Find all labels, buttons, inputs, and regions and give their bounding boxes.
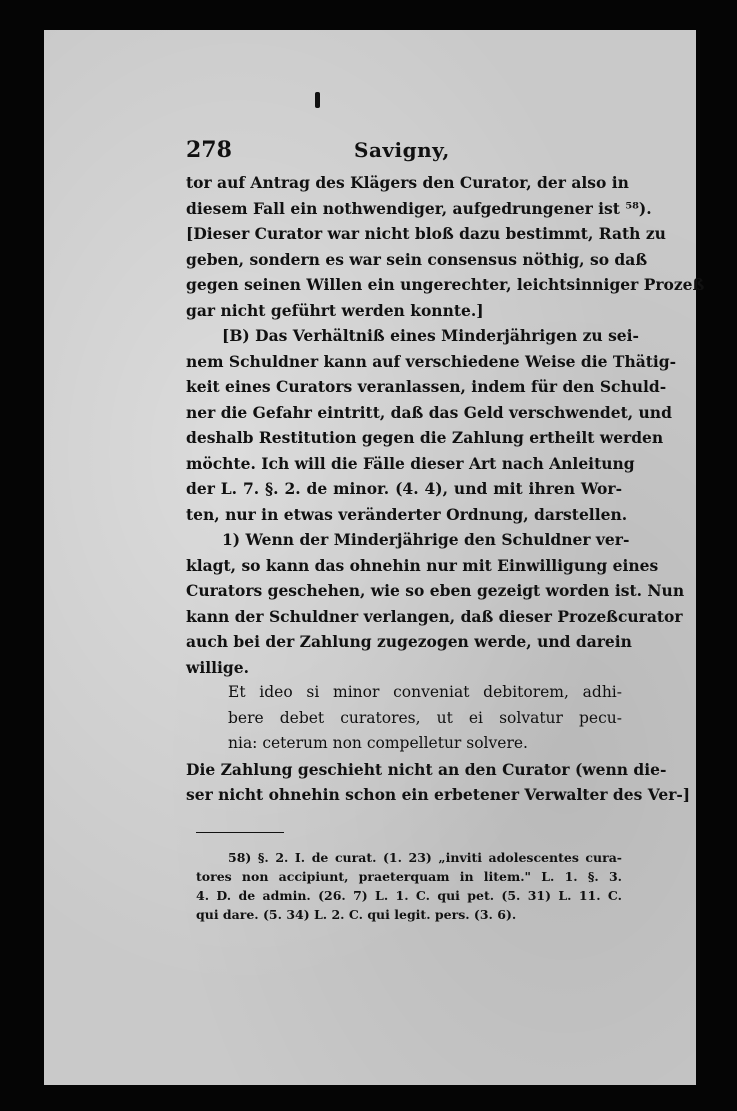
text-line: ner die Gefahr eintritt, daß das Geld verschwendet, und xyxy=(186,402,672,422)
text-line: geben, sondern es war sein consensus nöthig, so daß xyxy=(186,249,648,269)
text-line: 1) Wenn der Minderjährige den Schuldner ver- xyxy=(222,530,630,549)
footnote-rule xyxy=(196,832,284,833)
text-line: auch bei der Zahlung zugezogen werde, und darein xyxy=(186,632,632,651)
text-line: gegen seinen Willen ein ungerechter, leichtsinniger Prozeß xyxy=(186,275,705,294)
footnote-line: 4. D. de admin. (26. 7) L. 1. C. qui pet. (5. 31) L. 11. C. xyxy=(196,888,622,903)
text-line: keit eines Curators veranlassen, indem für den Schuld- xyxy=(186,377,667,396)
footnote xyxy=(196,848,622,924)
text-line: Die Zahlung geschieht nicht an den Curator (wenn die- xyxy=(186,759,667,779)
text-line: nem Schuldner kann auf verschiedene Weise die Thätig- xyxy=(186,351,677,371)
ink-mark xyxy=(315,92,320,108)
text-line: möchte. Ich will die Fälle dieser Art nach Anleitung xyxy=(186,453,635,473)
footnote-line: qui dare. (5. 34) L. 2. C. qui legit. pers. (3. 6). xyxy=(196,907,517,922)
text-line: kann der Schuldner verlangen, daß dieser Prozeßcurator xyxy=(186,606,683,626)
page-number: 278 xyxy=(186,137,232,163)
text-line: deshalb Restitution gegen die Zahlung ertheilt werden xyxy=(186,428,664,447)
footnote-line: tores non accipiunt, praeterquam in litem." L. 1. §. 3. xyxy=(196,869,622,884)
footnote-line: 58) §. 2. I. de curat. (1. 23) „inviti adolescentes cura- xyxy=(228,850,622,865)
text-line: gar nicht geführt werden konnte.] xyxy=(186,300,484,320)
text-line: der L. 7. §. 2. de minor. (4. 4), und mit ihren Wor- xyxy=(186,479,622,498)
text-line: diesem Fall ein nothwendiger, aufgedrungener ist ⁵⁸). xyxy=(186,198,652,218)
page-header xyxy=(186,135,622,167)
latin-quote-line: nia: ceterum non compelletur solvere. xyxy=(228,734,528,752)
text-line: ser nicht ohnehin schon ein erbetener Verwalter des Ver-] xyxy=(186,785,691,804)
text-line: Curators geschehen, wie so eben gezeigt worden ist. Nun xyxy=(186,581,685,600)
latin-quote-line: Et ideo si minor conveniat debitorem, adhi- xyxy=(228,683,622,701)
text-line: willige. xyxy=(186,657,249,677)
text-line: klagt, so kann das ohnehin nur mit Einwilligung eines xyxy=(186,555,659,575)
latin-quote-line: bere debet curatores, ut ei solvatur pecu- xyxy=(228,708,622,727)
text-line: tor auf Antrag des Klägers den Curator, der also in xyxy=(186,173,629,192)
text-line: [Dieser Curator war nicht bloß dazu bestimmt, Rath zu xyxy=(186,224,666,243)
text-line: [B) Das Verhältniß eines Minderjährigen zu sei- xyxy=(222,326,639,345)
running-head: Savigny, xyxy=(354,138,450,162)
main-text xyxy=(186,170,705,808)
text-line: ten, nur in etwas veränderter Ordnung, darstellen. xyxy=(186,504,628,524)
